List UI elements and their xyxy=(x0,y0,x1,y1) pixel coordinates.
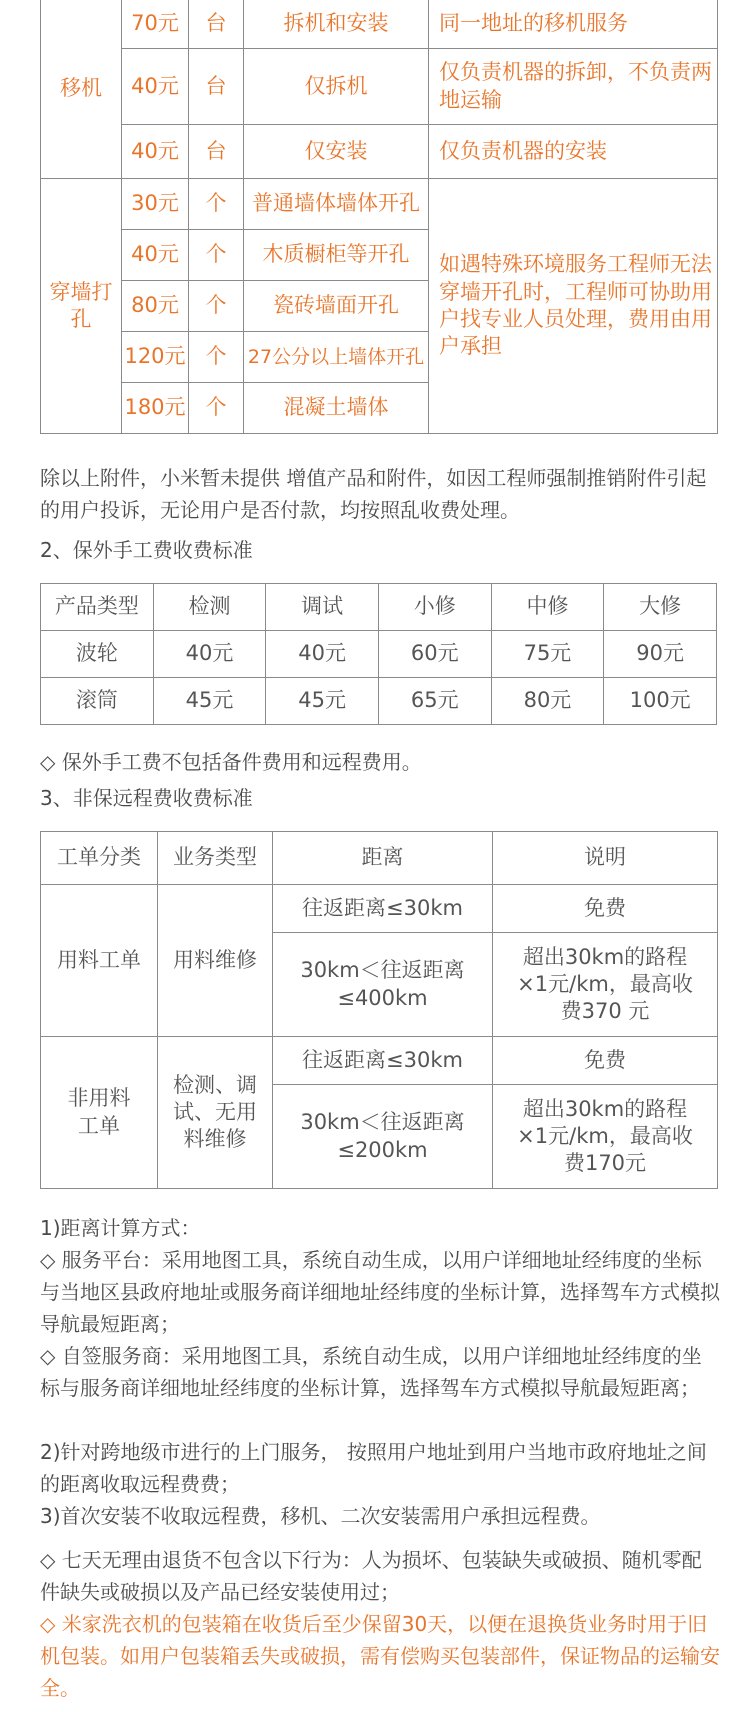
packaging-notice: ◇ 米家洗衣机的包装箱在收货后至少保留30天，以便在退换货业务时用于旧机包装。如用户包装箱丢失或破损，需有偿购买包装部件，保证物品的运输安全。 xyxy=(40,1612,720,1700)
service-fee-table xyxy=(40,0,718,434)
description-cell: 超出30km的路程×1元/km，最高收费170元 xyxy=(493,1085,718,1189)
distance-calc-heading: 1)距离计算方式： xyxy=(40,1216,201,1240)
item-cell: 木质橱柜等开孔 xyxy=(244,230,429,281)
item-cell: 瓷砖墙面开孔 xyxy=(244,281,429,332)
table-header-row xyxy=(41,584,717,631)
price-cell: 180元 xyxy=(122,383,189,434)
unit-cell: 台 xyxy=(189,0,244,49)
column-header: 工单分类 xyxy=(41,832,158,885)
item-cell: 仅拆机 xyxy=(244,49,429,125)
order-type-cell: 用料工单 xyxy=(41,885,158,1037)
section-heading-remote: 3、非保远程费收费标准 xyxy=(40,786,253,810)
unit-cell: 个 xyxy=(189,332,244,383)
order-type-cell: 非用料工单 xyxy=(41,1037,158,1189)
item-cell: 普通墙体墙体开孔 xyxy=(244,179,429,230)
category-cell: 穿墙打孔 xyxy=(41,179,122,434)
table-row xyxy=(41,0,718,49)
labor-fee-note: ◇ 保外手工费不包括备件费用和远程费用。 xyxy=(40,750,422,774)
table-row xyxy=(41,179,718,230)
price-cell: 70元 xyxy=(122,0,189,49)
table-cell: 80元 xyxy=(491,678,604,725)
unit-cell: 个 xyxy=(189,383,244,434)
table-cell: 100元 xyxy=(604,678,717,725)
description-cell: 超出30km的路程×1元/km，最高收费370 元 xyxy=(493,933,718,1037)
distance-cell: 往返距离≤30km xyxy=(273,885,493,933)
column-header: 产品类型 xyxy=(41,584,154,631)
category-cell: 移机 xyxy=(41,0,122,179)
table-row xyxy=(41,631,717,678)
price-cell: 40元 xyxy=(122,49,189,125)
table-cell: 40元 xyxy=(153,631,266,678)
table-cell: 65元 xyxy=(378,678,491,725)
section-heading-labor: 2、保外手工费收费标准 xyxy=(40,538,253,562)
accessory-notice: 除以上附件，小米暂未提供 增值产品和附件，如因工程师强制推销附件引起的用户投诉，无论用户是否付款，均按照乱收费处理。 xyxy=(40,466,707,522)
column-header: 检测 xyxy=(153,584,266,631)
table-cell: 45元 xyxy=(266,678,379,725)
description-cell: 免费 xyxy=(493,1037,718,1085)
note-cell: 仅负责机器的安装 xyxy=(429,125,718,179)
service-platform-rule: ◇ 服务平台：采用地图工具，系统自动生成，以用户详细地址经纬度的坐标与当地区县政府地址或服务商详细地址经纬度的坐标计算，选择驾车方式模拟导航最短距离； xyxy=(40,1248,720,1336)
unit-cell: 个 xyxy=(189,281,244,332)
table-cell: 波轮 xyxy=(41,631,154,678)
item-cell: 混凝土墙体 xyxy=(244,383,429,434)
distance-cell: 往返距离≤30km xyxy=(273,1037,493,1085)
column-header: 业务类型 xyxy=(158,832,273,885)
remote-fee-table xyxy=(40,831,718,1189)
return-policy-note: ◇ 七天无理由退货不包含以下行为：人为损坏、包装缺失或破损、随机零配件缺失或破损以及产品已经安装使用过； xyxy=(40,1548,702,1604)
column-header: 中修 xyxy=(491,584,604,631)
column-header: 距离 xyxy=(273,832,493,885)
table-cell: 45元 xyxy=(153,678,266,725)
unit-cell: 个 xyxy=(189,179,244,230)
table-cell: 75元 xyxy=(491,631,604,678)
table-row xyxy=(41,49,718,125)
unit-cell: 个 xyxy=(189,230,244,281)
price-cell: 30元 xyxy=(122,179,189,230)
table-cell: 40元 xyxy=(266,631,379,678)
item-cell: 拆机和安装 xyxy=(244,0,429,49)
column-header: 调试 xyxy=(266,584,379,631)
column-header: 说明 xyxy=(493,832,718,885)
description-cell: 免费 xyxy=(493,885,718,933)
self-signed-provider-rule: ◇ 自签服务商：采用地图工具，系统自动生成，以用户详细地址经纬度的坐标与服务商详细地址经纬度的坐标计算，选择驾车方式模拟导航最短距离； xyxy=(40,1344,702,1400)
item-cell: 27公分以上墙体开孔 xyxy=(244,332,429,383)
price-cell: 80元 xyxy=(122,281,189,332)
note-cell: 仅负责机器的拆卸，不负责两地运输 xyxy=(429,49,718,125)
note-cell: 如遇特殊环境服务工程师无法穿墙开孔时，工程师可协助用户找专业人员处理，费用由用户承担 xyxy=(429,179,718,434)
business-type-cell: 检测、调试、无用料维修 xyxy=(158,1037,273,1189)
table-cell: 90元 xyxy=(604,631,717,678)
column-header: 大修 xyxy=(604,584,717,631)
table-row xyxy=(41,125,718,179)
price-cell: 40元 xyxy=(122,125,189,179)
installation-rule: 3)首次安装不收取远程费，移机、二次安装需用户承担远程费。 xyxy=(40,1504,601,1528)
labor-fee-table xyxy=(40,583,717,725)
table-header-row xyxy=(41,832,718,885)
item-cell: 仅安装 xyxy=(244,125,429,179)
price-cell: 40元 xyxy=(122,230,189,281)
price-cell: 120元 xyxy=(122,332,189,383)
distance-cell: 30km＜往返距离≤200km xyxy=(273,1085,493,1189)
unit-cell: 台 xyxy=(189,49,244,125)
table-row xyxy=(41,1037,718,1085)
distance-cell: 30km＜往返距离≤400km xyxy=(273,933,493,1037)
table-cell: 滚筒 xyxy=(41,678,154,725)
table-row xyxy=(41,678,717,725)
note-cell: 同一地址的移机服务 xyxy=(429,0,718,49)
column-header: 小修 xyxy=(378,584,491,631)
cross-city-rule: 2)针对跨地级市进行的上门服务， 按照用户地址到用户当地市政府地址之间的距离收取远程费费； xyxy=(40,1440,707,1496)
unit-cell: 台 xyxy=(189,125,244,179)
table-row xyxy=(41,885,718,933)
business-type-cell: 用料维修 xyxy=(158,885,273,1037)
table-cell: 60元 xyxy=(378,631,491,678)
